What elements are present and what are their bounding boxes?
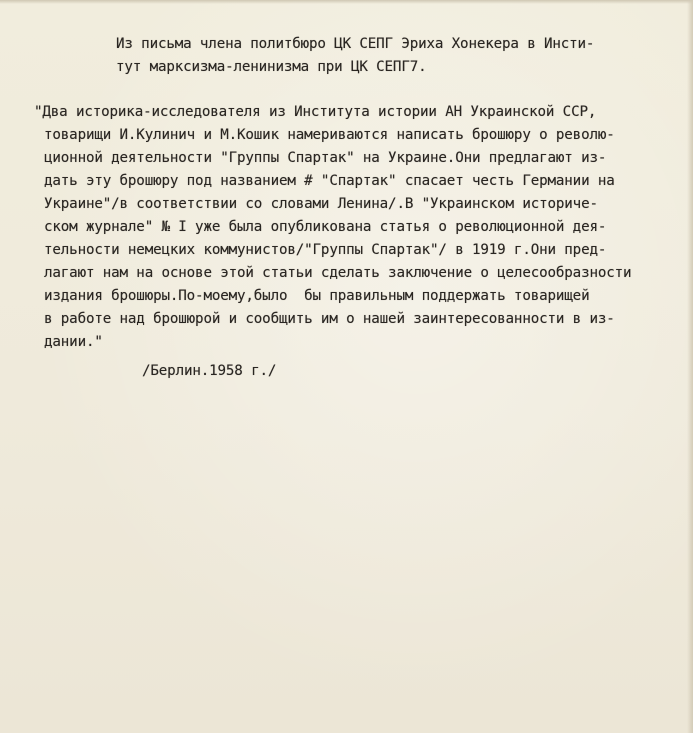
body-line-1: "Два историка-исследователя из Института истории АН Украинской ССР,: [34, 104, 597, 120]
body-line-8: лагают нам на основе этой статьи сделать заключение о целесообразности: [44, 265, 632, 281]
header-line-1: Из письма члена политбюро ЦК СЕПГ Эриха Хонекера в Инсти-: [116, 36, 595, 52]
body-line-4: дать эту брошюру под названием # "Спартак" спасает честь Германии на: [44, 173, 615, 189]
body-line-9: издания брошюры.По-моему,было бы правильным поддержать товарищей: [44, 288, 590, 304]
body-line-7: тельности немецких коммунистов/"Группы Спартак"/ в 1919 г.Они пред-: [44, 242, 607, 258]
signature-place-date: /Берлин.1958 г./: [142, 363, 277, 379]
header-line-2: тут марксизма-ленинизма при ЦК СЕПГ7.: [116, 59, 427, 75]
body-line-11: дании.": [44, 334, 103, 350]
body-line-3: ционной деятельности "Группы Спартак" на Украине.Они предлагают из-: [44, 150, 607, 166]
body-line-6: ском журнале" № I уже была опубликована статья о революционной дея-: [44, 219, 607, 235]
page-edge-top: [0, 0, 693, 4]
body-line-5: Украине"/в соответствии со словами Ленина/.В "Украинском историче-: [44, 196, 598, 212]
page-edge-right: [687, 0, 693, 733]
body-line-2: товарищи И.Кулинич и М.Кошик намериваются написать брошюру о револю-: [44, 127, 615, 143]
body-line-10: в работе над брошюрой и сообщить им о нашей заинтересованности в из-: [44, 311, 615, 327]
